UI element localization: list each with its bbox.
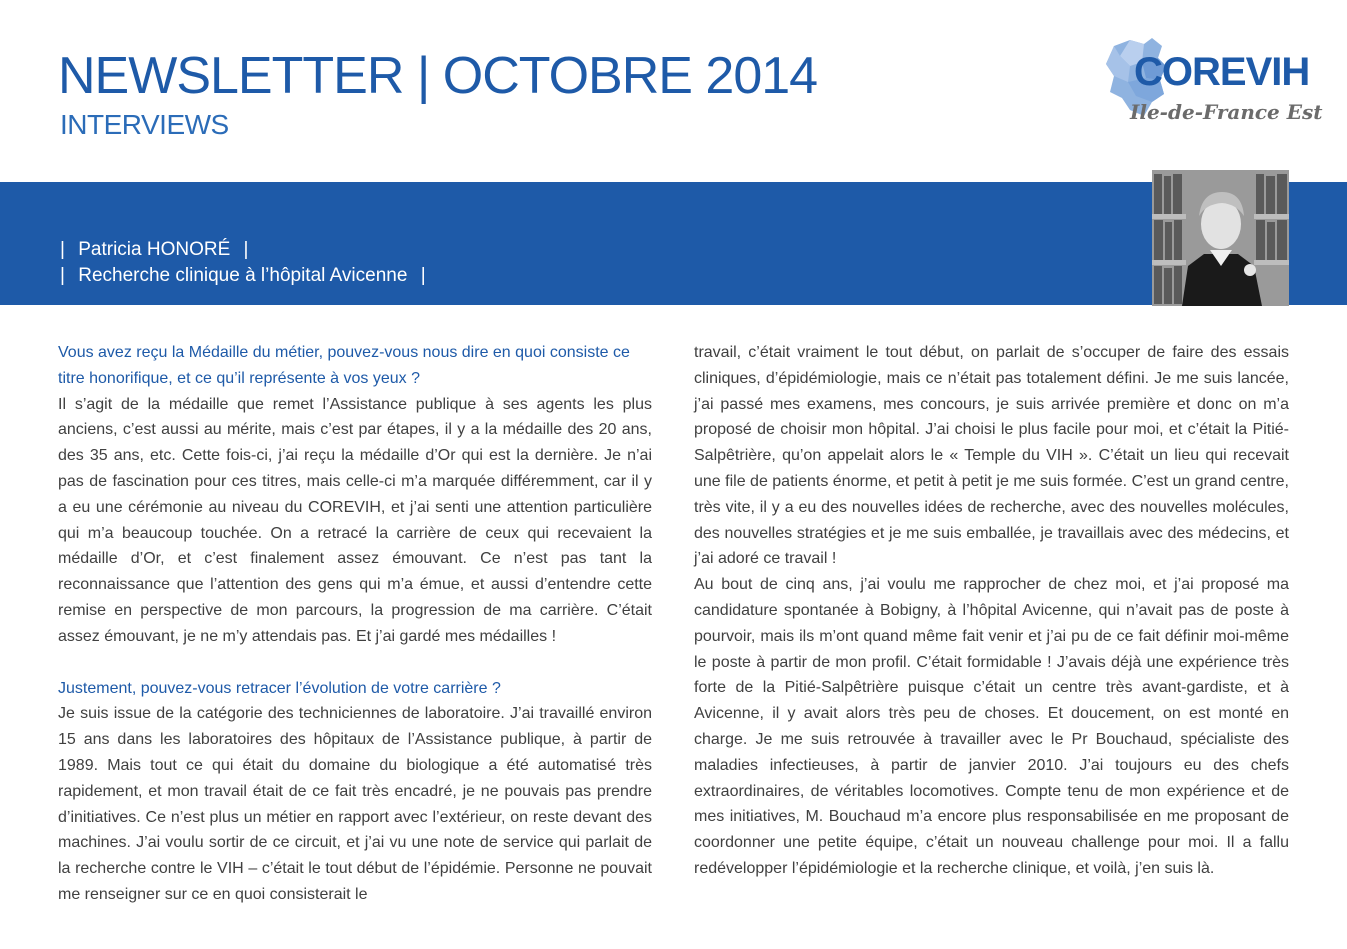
- answer-2-part-2: travail, c’était vraiment le tout début, on parlait de s’occuper de faire des essais cliniques, d’épidémiologie, mais ce n’était pas totalement défini. Je me suis lancée, j’ai passé mes examens, mes concours, je suis arrivée première et donc on m’a proposé de choisir mon hôpital. J’ai choisi le plus facile pour moi, et c’était la Pitié-Salpêtrière, qu’on appelait alors le « Temple du VIH ». C’était un lieu qui recevait une file de patients énorme, et petit à petit je me suis formée. C’est un grand centre, très vite, il y a eu des nouvelles idées de recherche, avec des nouvelles molécules, des nouvelles stratégies et je me suis emballée, je travaillais avec des médecins, et j’ai adoré ce travail !: [694, 344, 1289, 568]
- corevih-logo: [1100, 36, 1323, 132]
- logo-wordmark: COREVIH: [1134, 50, 1310, 94]
- newsletter-title: NEWSLETTER | OCTOBRE 2014: [58, 47, 818, 105]
- answer-1: Il s’agit de la médaille que remet l’Assistance publique à ses agents les plus anciens, c’est aussi au mérite, mais c’est par étapes, il y a la médaille des 20 ans, des 35 ans, etc. Cette fois-ci, j’ai reçu la médaille d’Or qui est la dernière. Je n’ai pas de fascination pour ces titres, mais celle-ci m’a marquée différemment, car il y a eu une cérémonie au niveau du COREVIH, et j’ai senti une attention particulière qui m’a beaucoup touchée. On a retracé la carrière de ceux qui recevaient la médaille d’Or, et c’est finalement assez émouvant. Ce n’est pas tant la reconnaissance que l’attention des gens qui m’a émue, et aussi d’entendre cette remise en perspective de mon parcours, la progression de ma carrière. C’était assez émouvant, je ne m’y attendais pas. Et j’ai gardé mes médailles !: [58, 395, 652, 645]
- separator: |: [420, 265, 426, 286]
- profile-name-line: [60, 238, 248, 262]
- question-2: Justement, pouvez-vous retracer l’évolution de votre carrière ?: [58, 679, 501, 697]
- answer-3: Au bout de cinq ans, j’ai voulu me rapprocher de chez moi, et j’ai proposé ma candidature spontanée à Bobigny, à l’hôpital Avicenne, qui n’avait pas de poste à pourvoir, mais ils m’ont quand même fait venir et j’ai pu de ce fait définir moi-même le poste à partir de mon profil. C’était formidable ! J’avais déjà une expérience très forte de la Pitié-Salpêtrière puisque c’était un centre très avant-gardiste, et à Avicenne, il y avait alors très peu de choses. Et doucement, on est monté en charge. Je me suis retrouvée à travailler avec le Pr Bouchaud, spécialiste des maladies infectieuses, à partir de janvier 2010. J’ai toujours eu des chefs extraordinaires, de véritables locomotives. Compte tenu de mon expérience et de mes initiatives, M. Bouchaud m’a encore plus responsabilisée en me proposant de coordonner une petite équipe, c’était un nouveau challenge pour moi. Il a fallu redévelopper l’épidémiologie et la recherche clinique, et voilà, j’en suis là.: [694, 576, 1289, 877]
- logo-region: Ile-de-France Est: [1130, 100, 1323, 124]
- article-column-right: [694, 340, 1289, 882]
- separator: |: [60, 239, 65, 260]
- answer-2-part-1: Je suis issue de la catégorie des techniciennes de laboratoire. J’ai travaillé environ 15 ans dans les laboratoires des hôpitaux de l’Assistance publique, à partir de 1989. Mais tout ce qui était du domaine du biologique a été automatisé très rapidement, et mon travail était de ce fait très encadré, je ne pouvais pas prendre d’initiatives. Ce n’est plus un métier en rapport avec l’extérieur, on reste devant des machines. J’ai voulu sortir de ce circuit, et j’ai vu une note de service qui parlait de la recherche contre le VIH – c’était le tout début de l’épidémie. Personne ne pouvait me renseigner sur ce en quoi consisterait le: [58, 705, 652, 903]
- article-column-left: [58, 340, 652, 908]
- portrait-photo: [1152, 170, 1289, 306]
- separator: |: [60, 265, 65, 286]
- profile-name: Patricia HONORÉ: [78, 239, 231, 260]
- page-header: [0, 0, 1347, 182]
- profile-role: Recherche clinique à l’hôpital Avicenne: [78, 265, 408, 286]
- profile-role-line: [60, 264, 426, 288]
- separator: |: [243, 239, 249, 260]
- question-1: Vous avez reçu la Médaille du métier, pouvez-vous nous dire en quoi consiste ce titre honorifique, et ce qu’il représente à vos yeux ?: [58, 344, 630, 387]
- section-subtitle: INTERVIEWS: [60, 109, 229, 140]
- profile-band: [0, 182, 1347, 305]
